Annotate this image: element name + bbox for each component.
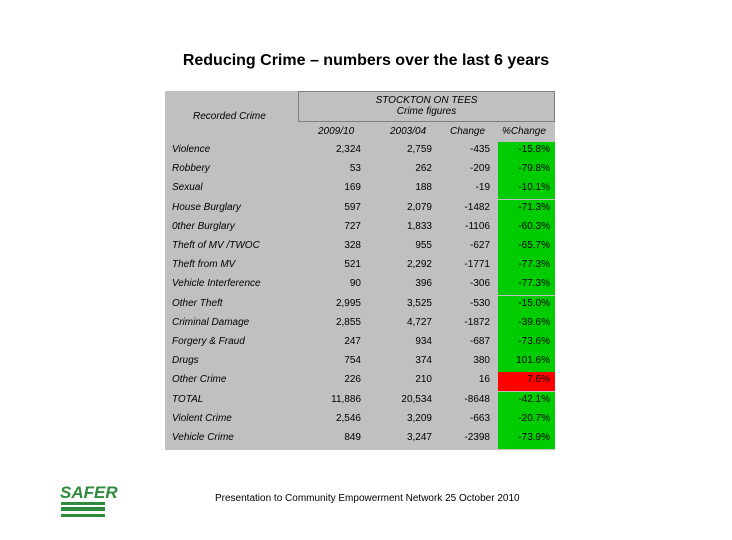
cell-pct-change xyxy=(498,142,555,161)
cell-2009: 2,546 xyxy=(335,412,361,424)
cell-change: -1872 xyxy=(464,316,490,328)
cell-2009: 521 xyxy=(344,259,361,271)
cell-change: -663 xyxy=(469,412,490,424)
col-header-2003: 2003/04 xyxy=(390,126,427,137)
cell-pct-change xyxy=(498,180,555,199)
cell-pct-change xyxy=(498,334,555,353)
table-row xyxy=(165,430,555,449)
cell-2009: 849 xyxy=(344,432,361,443)
table-row xyxy=(165,161,555,180)
row-header: Recorded Crime xyxy=(193,111,266,122)
cell-2009: 597 xyxy=(344,201,361,213)
cell-2003: 396 xyxy=(415,278,432,290)
cell-2003: 3,209 xyxy=(406,412,432,424)
row-label: Violence xyxy=(172,144,211,155)
row-label: 0ther Burglary xyxy=(172,220,235,232)
table-row xyxy=(165,392,555,411)
cell-2003: 210 xyxy=(415,374,432,386)
table-row xyxy=(165,315,555,334)
group-header-line2: Crime figures xyxy=(396,106,457,117)
cell-2009: 247 xyxy=(344,336,361,347)
cell-pct-change xyxy=(498,430,555,449)
cell-pct-change xyxy=(498,411,555,430)
cell-change: 16 xyxy=(478,374,490,386)
row-label: Other Crime xyxy=(172,374,227,386)
row-label: Vehicle Interference xyxy=(172,278,261,290)
cell-pct-change xyxy=(498,161,555,180)
row-label: Vehicle Crime xyxy=(172,432,234,443)
cell-pct-change xyxy=(498,372,555,391)
cell-2003: 1,833 xyxy=(406,220,432,232)
cell-change: -209 xyxy=(469,163,490,175)
cell-change: -687 xyxy=(469,336,490,347)
cell-2009: 754 xyxy=(344,355,361,367)
table-row xyxy=(165,334,555,353)
table-row xyxy=(165,238,555,257)
pct-value: -20.7% xyxy=(518,412,550,424)
col-header-2009: 2009/10 xyxy=(318,126,355,137)
table-row xyxy=(165,142,555,161)
cell-change: -2398 xyxy=(464,432,490,443)
table-row xyxy=(165,296,555,315)
cell-2003: 3,247 xyxy=(406,432,432,443)
pct-value: -77.3% xyxy=(518,259,550,271)
row-label: House Burglary xyxy=(172,201,241,213)
pct-value: 101.6% xyxy=(516,355,550,367)
cell-change: -1106 xyxy=(465,220,490,232)
pct-value: -73.9% xyxy=(518,432,550,443)
group-header-line1: STOCKTON ON TEES xyxy=(375,95,478,106)
cell-2009: 90 xyxy=(349,278,361,290)
row-label: Theft of MV /TWOC xyxy=(172,240,260,251)
cell-2009: 169 xyxy=(344,182,361,194)
row-label: Violent Crime xyxy=(172,412,232,424)
pct-value: -39.6% xyxy=(518,316,550,328)
pct-value: -15.0% xyxy=(518,297,550,309)
table-row xyxy=(165,200,555,219)
crime-table xyxy=(165,91,555,450)
table-row xyxy=(165,180,555,199)
cell-pct-change xyxy=(498,219,555,238)
cell-pct-change xyxy=(498,200,555,219)
cell-change: -19 xyxy=(475,182,490,194)
cell-2003: 934 xyxy=(415,336,432,347)
cell-2003: 2,292 xyxy=(406,259,432,271)
cell-2003: 2,759 xyxy=(406,144,432,155)
pct-value: -42.1% xyxy=(518,393,550,405)
pct-value: -15.8% xyxy=(518,144,550,155)
cell-2003: 4,727 xyxy=(406,316,432,328)
table-row xyxy=(165,257,555,276)
footer-text: Presentation to Community Empowerment Network 25 October 2010 xyxy=(215,493,520,504)
pct-value: -10.1% xyxy=(518,182,550,194)
cell-2009: 727 xyxy=(344,220,361,232)
cell-change: 380 xyxy=(473,355,490,367)
pct-value: -71.3% xyxy=(518,201,550,213)
row-label: Forgery & Fraud xyxy=(172,336,245,347)
cell-2003: 20,534 xyxy=(401,393,432,405)
cell-2003: 3,525 xyxy=(406,297,432,309)
cell-2003: 262 xyxy=(415,163,432,175)
cell-pct-change xyxy=(498,296,555,315)
table-row xyxy=(165,411,555,430)
table-row xyxy=(165,353,555,372)
cell-2009: 2,995 xyxy=(335,297,361,309)
pct-value: -77.3% xyxy=(518,278,550,290)
safer-logo xyxy=(58,478,118,522)
cell-2003: 374 xyxy=(415,355,432,367)
cell-change: -1771 xyxy=(464,259,490,271)
cell-2003: 2,079 xyxy=(406,201,432,213)
row-label: Sexual xyxy=(172,182,203,194)
table-row xyxy=(165,276,555,295)
pct-value: -65.7% xyxy=(518,240,550,251)
table-row xyxy=(165,219,555,238)
pct-value: 7.6% xyxy=(527,374,550,386)
cell-change: -435 xyxy=(469,144,490,155)
cell-change: -306 xyxy=(469,278,490,290)
cell-2009: 2,324 xyxy=(335,144,361,155)
row-label: Robbery xyxy=(172,163,210,175)
pct-value: -60.3% xyxy=(518,220,550,232)
col-header-change: Change xyxy=(450,126,486,137)
row-label: TOTAL xyxy=(172,393,204,405)
cell-change: -8648 xyxy=(464,393,490,405)
cell-pct-change xyxy=(498,257,555,276)
cell-2009: 328 xyxy=(344,240,361,251)
cell-pct-change xyxy=(498,353,555,372)
cell-2003: 955 xyxy=(415,240,432,251)
cell-2009: 11,886 xyxy=(331,393,361,405)
cell-change: -530 xyxy=(469,297,490,309)
cell-2009: 226 xyxy=(344,374,361,386)
row-label: Theft from MV xyxy=(172,259,236,271)
pct-value: -73.6% xyxy=(518,336,550,347)
row-label: Drugs xyxy=(172,355,199,367)
cell-pct-change xyxy=(498,238,555,257)
cell-pct-change xyxy=(498,276,555,295)
logo-text: SAFER xyxy=(60,483,118,502)
cell-pct-change xyxy=(498,315,555,334)
cell-2003: 188 xyxy=(415,182,432,194)
cell-2009: 2,855 xyxy=(335,316,361,328)
cell-change: -1482 xyxy=(464,201,490,213)
page-title: Reducing Crime – numbers over the last 6 years xyxy=(182,52,550,69)
cell-2009: 53 xyxy=(349,163,361,175)
row-label: Criminal Damage xyxy=(172,316,250,328)
table-row xyxy=(165,372,555,391)
pct-value: -79.8% xyxy=(518,163,550,175)
cell-change: -627 xyxy=(469,240,490,251)
col-header-pct-change: %Change xyxy=(502,126,546,137)
row-label: Other Theft xyxy=(172,297,223,309)
cell-pct-change xyxy=(498,392,555,411)
